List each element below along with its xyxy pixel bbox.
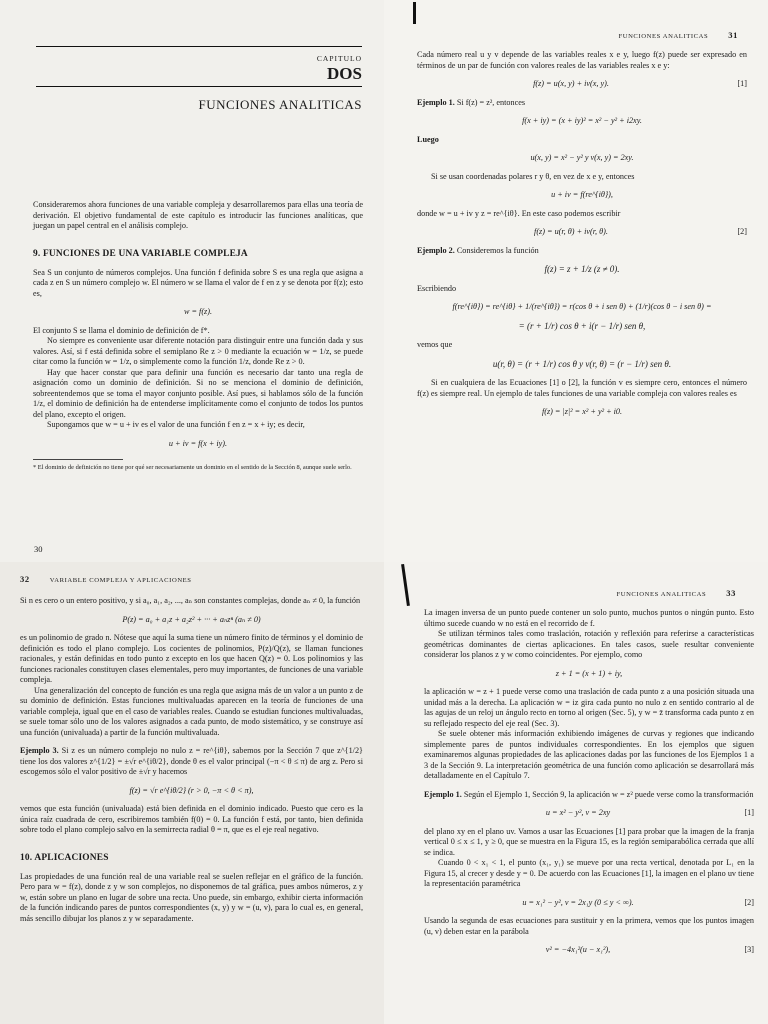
equation-text: u(x, y) = x² − y² y v(x, y) = 2xy.	[530, 153, 634, 162]
section-heading-10: 10. APLICACIONES	[20, 852, 109, 863]
equation-number: [2]	[744, 897, 754, 907]
example-text: Consideremos la función	[456, 245, 539, 255]
paragraph: Sea S un conjunto de números complejos. Una función f definida sobre S es una regla que asigna a cada z en S un número complejo w. El número w se llama el valor de f en z y se denota por f(z); esto es,	[33, 267, 363, 298]
equation	[424, 669, 754, 680]
paragraph: La imagen inversa de un punto puede contener un solo punto, muchos puntos o ningún punto. Esto último sucede cuando w no está en el recorrido de f.	[424, 608, 754, 628]
example-2	[417, 246, 747, 257]
binding-shadow-mark	[401, 564, 410, 606]
paragraph: Se utilizan términos tales como traslación, rotación y reflexión para referirse a características geométricas dominantes de ciertas aplicaciones. En tales casos, suele resultar conveniente considerar los planos z y w como coincidentes. Por ejemplo, como	[424, 629, 754, 659]
equation	[417, 407, 747, 418]
equation-text: f(z) = u(r, θ) + iv(r, θ).	[534, 227, 608, 236]
running-head	[20, 574, 192, 585]
equation-text: u = x² − y², v = 2xy	[545, 808, 611, 817]
equation	[417, 190, 747, 201]
equation-text: u + iv = f(x + iy).	[168, 438, 228, 448]
equation-text: u + iv = f(re^{iθ}),	[551, 190, 613, 199]
example-1	[417, 98, 747, 109]
running-head	[616, 588, 736, 599]
chapter-title: FUNCIONES ANALITICAS	[198, 97, 362, 113]
example-label: Ejemplo 3.	[20, 746, 59, 755]
equation	[33, 307, 363, 318]
example-label: Ejemplo 2.	[417, 245, 455, 255]
paragraph: Una generalización del concepto de función es una regla que asigna más de un valor a un punto z de su dominio de definición. Estas funciones multivaluadas aparecen en la teoría de funciones de una variable compleja, igual que en el caso de variables reales. Cuando se estudian funciones multivaluadas, se suele tomar sólo uno de los valores asignados a cada punto, de modo sistemático, y se construye así una función (univaluada) a partir de la función multivaluada.	[20, 685, 363, 737]
page-32-body	[20, 596, 363, 924]
luego-label: Luego	[417, 134, 439, 144]
page-30-body	[33, 200, 363, 472]
equation-text: z + 1 = (x + 1) + iy,	[555, 668, 623, 678]
equation	[424, 945, 754, 956]
vemos-label: vemos que	[417, 340, 453, 350]
paragraph: donde w = u + iv y z = re^{iθ}. En este caso podemos escribir	[417, 208, 621, 218]
example-label: Ejemplo 1.	[424, 789, 462, 799]
equation-text: f(z) = √r e^{iθ/2} (r > 0, −π < θ < π),	[129, 785, 254, 795]
chapter-header	[36, 46, 362, 114]
paragraph: Usando la segunda de esas ecuaciones para sustituir y en la primera, vemos que los puntos imagen (u, v) deben estar en la parábola	[424, 916, 754, 936]
page-31-body	[417, 50, 747, 426]
running-head	[618, 30, 738, 41]
page-number: 33	[726, 588, 736, 598]
equation	[417, 302, 747, 313]
example-label: Ejemplo 1.	[417, 97, 455, 107]
equation-text: f(z) = u(x, y) + iv(x, y).	[533, 79, 609, 88]
equation	[424, 898, 754, 909]
equation	[417, 79, 747, 90]
section-heading-9: 9. FUNCIONES DE UNA VARIABLE COMPLEJA	[33, 248, 248, 259]
running-head-title: FUNCIONES ANALITICAS	[618, 33, 709, 40]
running-head-title: FUNCIONES ANALITICAS	[616, 591, 707, 598]
paragraph: Cada número real u y v depende de las variables reales x e y, luego f(z) puede ser expresado en términos de un par de función con valores reales de las variables reales x e y:	[417, 50, 747, 70]
page-32	[0, 562, 384, 1024]
page-33-body	[424, 608, 754, 964]
equation-number: [3]	[744, 945, 754, 954]
paragraph: Si se usan coordenadas polares r y θ, en vez de x e y, entonces	[431, 171, 635, 181]
equation-text: f(re^{iθ}) = re^{iθ} + 1/(re^{iθ}) = r(cos θ + i sen θ) + (1/r)(cos θ − i sen θ) =	[452, 302, 712, 312]
paragraph: Si n es cero o un entero positivo, y si a₀, a₁, a₂, ..., aₙ son constantes complejas, donde aₙ ≠ 0, la función	[20, 596, 361, 605]
page-30	[0, 0, 384, 562]
equation-text: f(z) = |z|² = x² + y² + i0.	[541, 407, 623, 417]
equation-number: [1]	[744, 808, 754, 817]
paragraph: es un polinomio de grado n. Nótese que aquí la suma tiene un número finito de términos y el dominio de definición es todo el plano complejo. Los cocientes de polinomios, P(z)/Q(z), se llaman funciones racionales, y están definidas en todo punto z excepto en los que hacen Q(z) = 0. Los polinomios y las funciones racionales constituyen clases elementales, pero muy importantes, de funciones de una variable compleja.	[20, 633, 363, 684]
equation	[20, 786, 363, 797]
running-head-title: VARIABLE COMPLEJA Y APLICACIONES	[49, 577, 192, 584]
chapter-intro: Consideraremos ahora funciones de una variable compleja y desarrollaremos para ellas una teoría de derivación. El objetivo fundamental de este capítulo es introducir las funciones analíticas, que juegan un papel central en el análisis complejo.	[33, 200, 363, 230]
paragraph: del plano xy en el plano uv. Vamos a usar las Ecuaciones [1] para probar que la imagen de la franja vertical 0 ≤ x ≤ 1, y ≥ 0, que se muestra en la Figura 15, es la región semiparabólica cerrada que allí se indica.	[424, 826, 754, 857]
page-number: 32	[20, 574, 30, 584]
paragraph: Si en cualquiera de las Ecuaciones [1] o [2], la función v es siempre cero, entonces el número f(z) es siempre real. Un ejemplo de tales funciones de una variable compleja con valores reales es	[417, 378, 747, 398]
equation	[417, 359, 747, 371]
example-text: Según el Ejemplo 1, Sección 9, la aplicación w = z² puede verse como la transformación	[463, 789, 754, 799]
paragraph: la aplicación w = z + 1 puede verse como una traslación de cada punto z a una posición situada una unidad más a la derecha. La aplicación w = iz gira cada punto no nulo z en sentido contrario al de las agujas de un reloj un ángulo recto en torno al origen (Sec. 5), y w = z̄ transforma cada punto z en su reflejado respecto del eje real (Sec. 3).	[424, 687, 754, 728]
equation	[417, 227, 747, 238]
paragraph: Cuando 0 < x₁ < 1, el punto (x₁, y₁) se mueve por una recta vertical, denotada por L₁ en la Figura 15, al crecer y desde y = 0. De acuerdo con las Ecuaciones [1], la imagen en el plano uv tiene la representación paramétrica	[424, 858, 754, 888]
example-text: Si f(z) = z², entonces	[456, 97, 526, 107]
paragraph: vemos que esta función (univaluada) está bien definida en el dominio indicado. Puesto que cero es la única raíz cuadrada de cero, escribiremos también f(0) = 0. La función f está, por tanto, bien definida sobre todo el plano complejo salvo en la semirrecta radial θ = π, que es el eje real negativo.	[20, 804, 363, 834]
equation-text: u = x₁² − y², v = 2x₁y (0 ≤ y < ∞).	[522, 897, 634, 907]
equation	[417, 116, 747, 127]
paragraph: Supongamos que w = u + iv es el valor de una función f en z = x + iy; es decir,	[47, 420, 305, 430]
equation-text: f(x + iy) = (x + iy)² = x² − y² + i2xy.	[522, 116, 642, 125]
equation-text: v² = −4x₁²(u − x₁²),	[545, 945, 611, 954]
equation-text: f(z) = z + 1/z (z ≠ 0).	[544, 264, 620, 274]
footnote: * El dominio de definición no tiene por qué ser necesariamente un dominio en el sentido de la Sección 8, aunque suele serlo.	[33, 464, 352, 472]
paragraph: Las propiedades de una función real de una variable real se suelen reflejar en el gráfico de la función. Pero para w = f(z), donde z y w son complejos, no disponemos de tal gráfica, pues ambos números, z y w, están sobre un plano en lugar de sobre una recta. Uno puede, sin embargo, exhibir cierta información de la función indicando pares de puntos correspondientes (x, y) y w = (u, v), para lo cual es, en general, más sencillo dibujar los planos z y w separadamente.	[20, 871, 363, 923]
equation-text: w = f(z).	[183, 307, 213, 317]
equation-number: [2]	[737, 227, 747, 236]
page-number: 30	[34, 544, 43, 554]
paragraph: Hay que hacer constar que para definir una función es necesario dar tanto una regla de asignación como un dominio de definición. Si no se menciona el dominio de definición, sobreentendemos que se toma el mayor conjunto posible. Así pues, si hablamos sólo de la función 1/z, el dominio de definición ha de entenderse implícitamente como el conjunto de todos los puntos del plano, excepto el origen.	[33, 367, 363, 419]
chapter-number: DOS	[327, 63, 362, 83]
example-3	[20, 746, 363, 778]
chapter-label: CAPITULO	[316, 54, 362, 63]
paragraph: El conjunto S se llama el dominio de definición de f*.	[33, 325, 210, 335]
example-1	[424, 790, 754, 801]
page-number: 31	[728, 30, 738, 40]
equation	[424, 808, 754, 819]
example-text: Si z es un número complejo no nulo z = re^{iθ}, sabemos por la Sección 7 que z^{1/2} tiene los dos valores z^{1/2} = ±√r e^{iθ/2}, donde θ es el valor principal (−π < θ ≤ π) de arg z. Pero si escogemos sólo el valor positivo de ±√r y hacemos	[20, 746, 363, 776]
equation	[20, 615, 363, 626]
paragraph: No siempre es conveniente usar diferente notación para distinguir entre una función dada y sus valores. Así, si f está definida sobre el semiplano Re z > 0 mediante la ecuación w = 1/z, se puede citar como la función w = 1/z, o simplemente como la función 1/z, donde Re z > 0.	[33, 336, 363, 367]
equation	[33, 439, 363, 450]
equation-text: P(z) = a₀ + a₁z + a₂z² + ··· + aₙzⁿ (aₙ ≠ 0)	[122, 614, 261, 624]
page-33	[384, 562, 768, 1024]
equation	[417, 153, 747, 164]
binding-shadow-mark	[413, 2, 416, 24]
footnote-rule	[33, 459, 123, 460]
equation-text: u(r, θ) = (r + 1/r) cos θ y v(r, θ) = (r − 1/r) sen θ.	[492, 358, 672, 369]
escribiendo-label: Escribiendo	[417, 283, 457, 293]
paragraph: Se suele obtener más información exhibiendo imágenes de curvas y regiones que indicando simplemente pares de puntos individuales correspondientes. En los ejemplos que siguen examinaremos algunas propiedades de las aplicaciones dadas por las funciones de los Ejemplos 1 a 3 de la Sección 9. La interpretación geométrica de una función como aplicación se desarrollará más detalladamente en el Capítulo 7.	[424, 729, 754, 780]
chapter-bottom-rule	[36, 86, 362, 87]
equation	[417, 321, 747, 333]
equation-number: [1]	[737, 79, 747, 88]
chapter-top-rule	[36, 46, 362, 47]
equation	[417, 264, 747, 276]
equation-text: = (r + 1/r) cos θ + i(r − 1/r) sen θ,	[518, 320, 646, 331]
page-31	[384, 0, 768, 562]
